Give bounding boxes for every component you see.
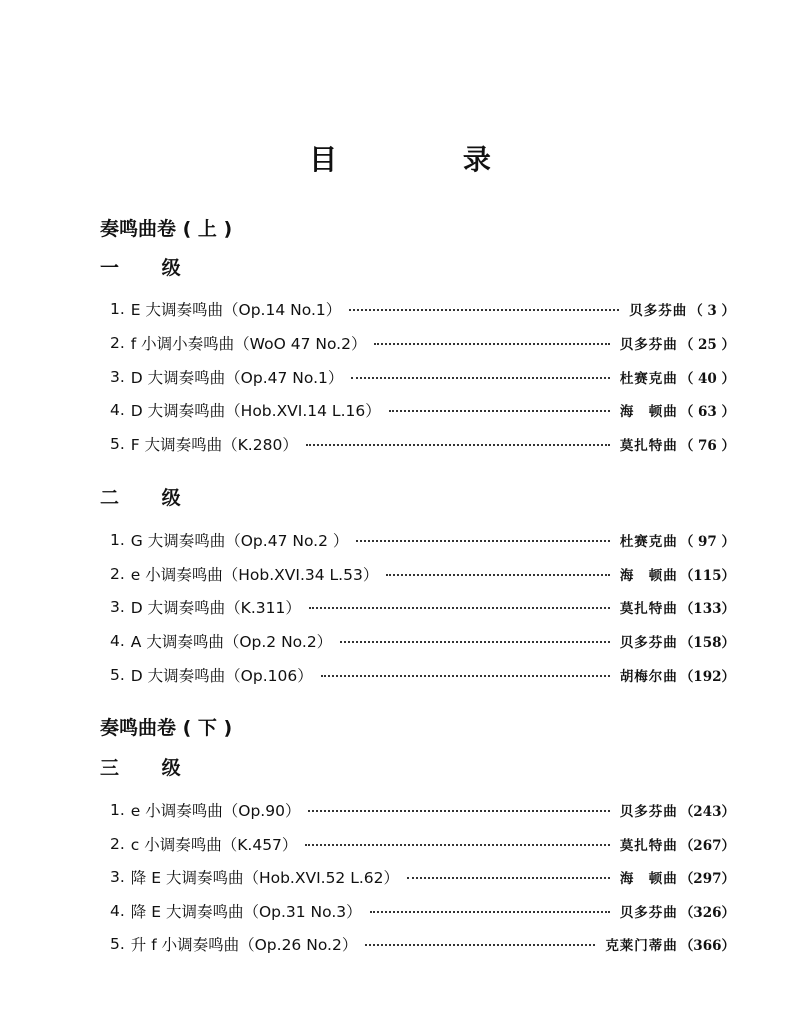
toc-entry[interactable] — [110, 594, 735, 620]
entry-page-number: （267） — [679, 838, 735, 854]
toc-entry[interactable] — [110, 527, 735, 553]
entry-number: 3. — [110, 598, 125, 616]
toc-entry[interactable] — [110, 296, 735, 322]
volume-heading-2: 奏鸣曲卷 ( 下 ) — [100, 717, 233, 739]
grade-heading-3: 三 级 — [100, 757, 199, 779]
entry-number: 1. — [110, 300, 125, 318]
entry-composer: 贝多芬曲 — [619, 905, 678, 921]
entry-title: G 大调奏鸣曲（Op.47 No.2 ） — [130, 532, 349, 550]
entry-number: 2. — [110, 334, 125, 352]
toc-entry[interactable] — [110, 364, 735, 390]
entry-page-number: （326） — [679, 905, 735, 921]
entry-page-number: （ 40 ） — [679, 371, 735, 387]
grade-heading-2: 二 级 — [100, 487, 199, 509]
entry-composer: 杜赛克曲 — [619, 371, 678, 387]
entry-number: 3. — [110, 868, 125, 886]
entry-composer: 贝多芬曲 — [619, 337, 678, 353]
entry-page-number: （ 97 ） — [679, 534, 735, 550]
entry-title: D 大调奏鸣曲（K.311） — [130, 599, 301, 617]
dot-leader — [386, 574, 609, 576]
toc-entry[interactable] — [110, 397, 735, 423]
entry-title: c 小调奏鸣曲（K.457） — [130, 836, 298, 854]
entry-page-number: （243） — [679, 804, 735, 820]
entry-title: 升 f 小调奏鸣曲（Op.26 No.2） — [130, 936, 358, 954]
entry-number: 4. — [110, 902, 125, 920]
grade-heading-1: 一 级 — [100, 257, 199, 279]
page-title: 目 录 — [309, 143, 549, 176]
entry-page-number: （133） — [679, 601, 735, 617]
entry-number: 1. — [110, 531, 125, 549]
entry-page-number: （ 76 ） — [679, 438, 735, 454]
entry-number: 4. — [110, 632, 125, 650]
entry-title: D 大调奏鸣曲（Op.47 No.1） — [130, 369, 344, 387]
toc-entry[interactable] — [110, 797, 735, 823]
dot-leader — [374, 343, 609, 345]
entry-page-number: （366） — [679, 938, 735, 954]
dot-leader — [349, 309, 619, 311]
dot-leader — [308, 810, 609, 812]
dot-leader — [351, 377, 609, 379]
entry-number: 5. — [110, 935, 125, 953]
entry-page-number: （192） — [679, 669, 735, 685]
toc-entry[interactable] — [110, 898, 735, 924]
entry-composer: 杜赛克曲 — [619, 534, 678, 550]
entry-number: 4. — [110, 401, 125, 419]
entry-page-number: （115） — [679, 568, 735, 584]
entry-composer: 克莱门蒂曲 — [605, 938, 678, 954]
entry-composer: 海 顿曲 — [619, 568, 678, 584]
dot-leader — [365, 944, 595, 946]
entry-page-number: （297） — [679, 871, 735, 887]
entry-title: D 大调奏鸣曲（Hob.XVI.14 L.16） — [130, 402, 381, 420]
dot-leader — [321, 675, 610, 677]
dot-leader — [340, 641, 610, 643]
entry-composer: 莫扎特曲 — [619, 438, 678, 454]
entry-title: 降 E 大调奏鸣曲（Hob.XVI.52 L.62） — [130, 869, 400, 887]
dot-leader — [356, 540, 609, 542]
volume-heading-1: 奏鸣曲卷 ( 上 ) — [100, 218, 233, 240]
entry-title: A 大调奏鸣曲（Op.2 No.2） — [130, 633, 333, 651]
entry-composer: 贝多芬曲 — [619, 635, 678, 651]
entry-composer: 莫扎特曲 — [619, 838, 678, 854]
entry-title: F 大调奏鸣曲（K.280） — [130, 436, 298, 454]
dot-leader — [389, 410, 610, 412]
entry-number: 5. — [110, 666, 125, 684]
toc-entry[interactable] — [110, 431, 735, 457]
entry-composer: 海 顿曲 — [619, 871, 678, 887]
entry-composer: 贝多芬曲 — [619, 804, 678, 820]
entry-page-number: （ 63 ） — [679, 404, 735, 420]
entry-title: 降 E 大调奏鸣曲（Op.31 No.3） — [130, 903, 362, 921]
entry-page-number: （158） — [679, 635, 735, 651]
entry-title: D 大调奏鸣曲（Op.106） — [130, 667, 313, 685]
toc-entry[interactable] — [110, 662, 735, 688]
toc-entry[interactable] — [110, 831, 735, 857]
entry-title: E 大调奏鸣曲（Op.14 No.1） — [130, 301, 342, 319]
entry-title: e 小调奏鸣曲（Op.90） — [130, 802, 301, 820]
entry-page-number: （ 3 ） — [689, 303, 735, 319]
toc-entry[interactable] — [110, 561, 735, 587]
entry-title: f 小调小奏鸣曲（WoO 47 No.2） — [130, 335, 367, 353]
dot-leader — [309, 607, 610, 609]
toc-entry[interactable] — [110, 330, 735, 356]
entry-composer: 胡梅尔曲 — [619, 669, 678, 685]
entry-composer: 贝多芬曲 — [629, 303, 688, 319]
entry-composer: 莫扎特曲 — [619, 601, 678, 617]
entry-number: 2. — [110, 565, 125, 583]
entry-number: 1. — [110, 801, 125, 819]
entry-number: 5. — [110, 435, 125, 453]
dot-leader — [370, 911, 610, 913]
toc-entry[interactable] — [110, 931, 735, 957]
entry-number: 2. — [110, 835, 125, 853]
entry-title: e 小调奏鸣曲（Hob.XVI.34 L.53） — [130, 566, 379, 584]
entry-number: 3. — [110, 368, 125, 386]
entry-composer: 海 顿曲 — [619, 404, 678, 420]
dot-leader — [407, 877, 610, 879]
toc-entry[interactable] — [110, 628, 735, 654]
dot-leader — [305, 844, 609, 846]
entry-page-number: （ 25 ） — [679, 337, 735, 353]
dot-leader — [306, 444, 610, 446]
toc-entry[interactable] — [110, 864, 735, 890]
